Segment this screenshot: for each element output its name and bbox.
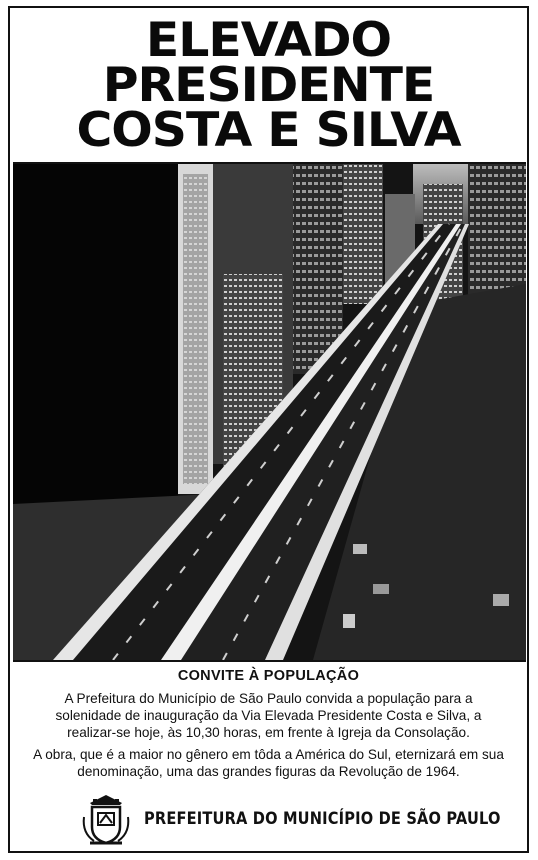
invitation-paragraph-1: A Prefeitura do Município de São Paulo convida a população para a solenidade de inauguração da Via Elevada Presidente Costa e Silva, a realizar-se hoje, às 10,30 horas, em frente à Igreja da Consolação.: [55, 691, 482, 740]
photo-illustration: [13, 164, 526, 660]
invitation-title: CONVITE À POPULAÇÃO: [177, 668, 360, 684]
coat-of-arms-icon: [80, 793, 132, 847]
headline: [10, 13, 527, 158]
headline-line-2: PRESIDENTE: [102, 58, 435, 113]
advertisement-frame: [8, 6, 529, 853]
footer: [80, 791, 520, 849]
elevated-highway-photo: [13, 162, 526, 662]
issuer-name: PREFEITURA DO MUNICÍPIO DE SÃO PAULO: [144, 809, 501, 829]
headline-line-1: ELEVADO: [145, 13, 392, 68]
invitation-paragraph-2: A obra, que é a maior no gênero em tôda a América do Sul, eternizará em sua denominação, uma das grandes figuras da Revolução de 1964.: [33, 747, 504, 779]
headline-line-3: COSTA E SILVA: [76, 103, 461, 158]
